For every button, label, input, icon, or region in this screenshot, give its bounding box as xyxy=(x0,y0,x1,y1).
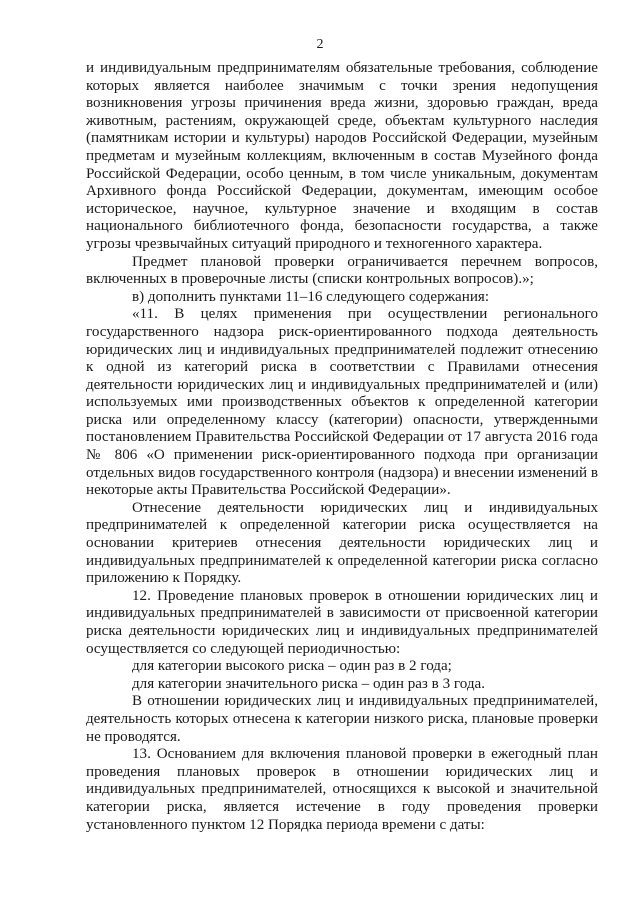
document-body xyxy=(86,60,598,834)
paragraph-risk-assignment: Отнесение деятельности юридических лиц и индивидуальных предпринимателей к определенной категории риска осуществляется на основании критериев отнесения деятельности юридических лиц и индивидуальных предпринимателей к определенной категории риска согласно приложению к Порядку. xyxy=(86,499,598,587)
paragraph-amendment-intro: в) дополнить пунктами 11–16 следующего содержания: xyxy=(132,288,490,305)
paragraph-item-13: 13. Основанием для включения плановой проверки в ежегодный план проведения плановых проверок в отношении юридических лиц и индивидуальных предпринимателей, относящихся к высокой и значительной категории риска, является истечение в году проведения проверки установленного пунктом 12 Порядка периода времени с даты: xyxy=(86,746,598,833)
paragraph-high-risk-frequency: для категории высокого риска – один раз в 2 года; xyxy=(132,658,452,675)
paragraph-item-11: «11. В целях применения при осуществлении регионального государственного надзора риск-ориентированного подхода деятельность юридических лиц и индивидуальных предпринимателей подлежит отнесению к одной из категорий риска в соответствии с Правилами отнесения деятельности юридических лиц и индивидуальных предпринимателей и (или) используемых ими производственных объектов к определенной категории риска или определенному классу (категории) опасности, утвержденными постановлением Правительства Российской Федерации от 17 августа 2016 года № 806 «О применении риск-ориентированного подхода при организации отдельных видов государственного контроля (надзора) и внесении изменений в некоторые акты Правительства Российской Федерации». xyxy=(86,306,598,499)
page-number: 2 xyxy=(316,37,324,52)
paragraph-inspection-subject: Предмет плановой проверки ограничивается перечнем вопросов, включенных в проверочные листы (списки контрольных вопросов).»; xyxy=(86,253,598,288)
paragraph-significant-risk-frequency: для категории значительного риска – один раз в 3 года. xyxy=(132,675,485,692)
paragraph-low-risk: В отношении юридических лиц и индивидуальных предпринимателей, деятельность которых отнесена к категории низкого риска, плановые проверки не проводятся. xyxy=(86,693,598,745)
paragraph-continuation: и индивидуальным предпринимателям обязательные требования, соблюдение которых является наиболее значимым с точки зрения недопущения возникновения угрозы причинения вреда жизни, здоровью граждан, вреда животным, растениям, окружающей среде, объектам культурного наследия (памятникам истории и культуры) народов Российской Федерации, музейным предметам и музейным коллекциям, включенным в состав Музейного фонда Российской Федерации, особо ценным, в том числе уникальным, документам Архивного фонда Российской Федерации, документам, имеющим особое историческое, научное, культурное значение и входящим в состав национального библиотечного фонда, безопасности государства, а также угрозы чрезвычайных ситуаций природного и техногенного характера. xyxy=(86,60,598,252)
paragraph-item-12: 12. Проведение плановых проверок в отношении юридических лиц и индивидуальных предпринимателей в зависимости от присвоенной категории риска деятельности юридических лиц и индивидуальных предпринимателей осуществляется со следующей периодичностью: xyxy=(86,587,598,657)
